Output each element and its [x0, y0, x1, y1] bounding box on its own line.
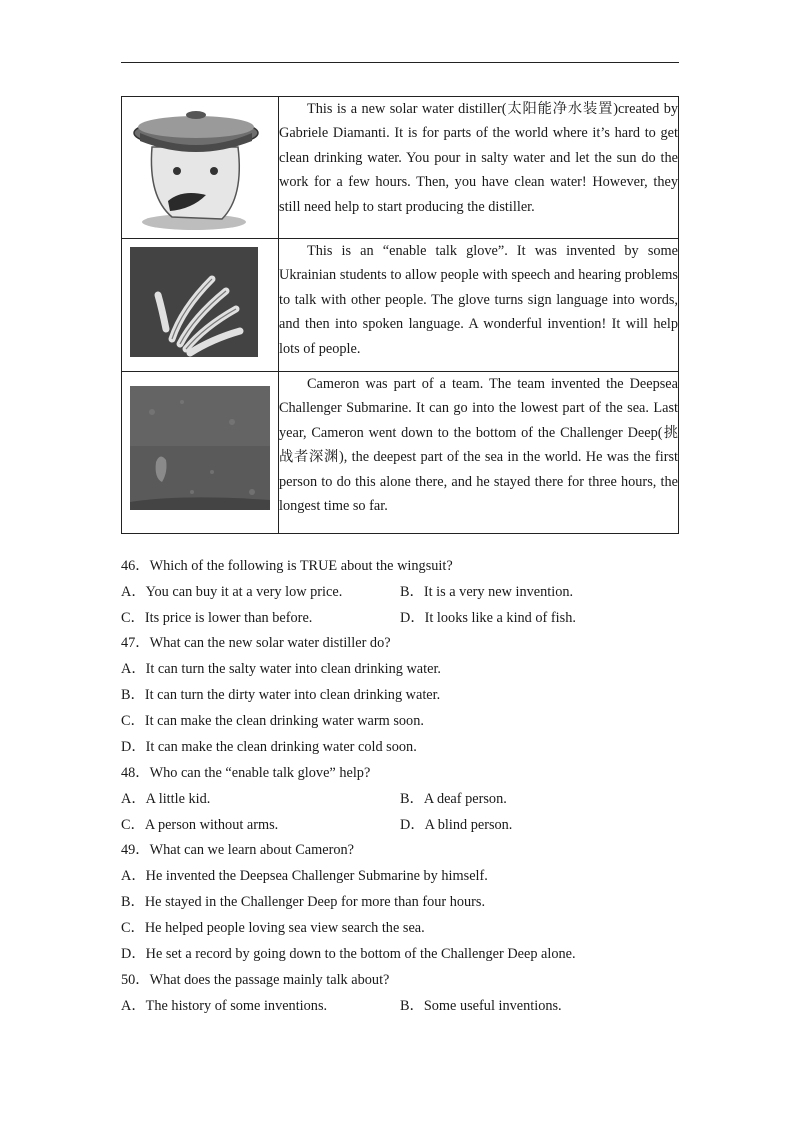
deepsea-photo	[122, 372, 278, 533]
option-a[interactable]: A．You can buy it at a very low price.	[121, 584, 343, 600]
option-a[interactable]: A．A little kid.	[121, 791, 211, 807]
option-d[interactable]: D．He set a record by going down to the bottom of the Challenger Deep alone.	[121, 946, 576, 962]
glove-photo	[122, 239, 278, 371]
passage-cell	[279, 239, 679, 372]
table-row	[122, 97, 679, 239]
passage-2-text: This is an “enable talk glove”. It was invented by some Ukrainian students to allow people with speech and hearing problems to talk with other people. The glove turns sign language into words, and then into spoken language. A wonderful invention! It will help lots of people.	[279, 243, 678, 357]
option-d[interactable]: D．A blind person.	[400, 817, 513, 833]
question-stem: 49．What can we learn about Cameron?	[121, 842, 355, 858]
question-stem: 47．What can the new solar water distiller do?	[121, 635, 391, 651]
option-c[interactable]: C．Its price is lower than before.	[121, 610, 313, 626]
option-c[interactable]: C．It can make the clean drinking water warm soon.	[121, 713, 424, 729]
passage-3-text: Cameron was part of a team. The team invented the Deepsea Challenger Submarine. It can go into the lowest part of the sea. Last year, Cameron went down to the bottom of the Challenger Deep(挑战者深渊), the deepest part of the sea in the world. He was the first person to do this alone there, and he stayed there for three hours, the longest time so far.	[279, 376, 678, 515]
option-a[interactable]: A．It can turn the salty water into clean drinking water.	[121, 661, 441, 677]
option-a[interactable]: A．He invented the Deepsea Challenger Submarine by himself.	[121, 868, 488, 884]
option-b[interactable]: B．A deaf person.	[400, 791, 507, 807]
option-d[interactable]: D．It can make the clean drinking water cold soon.	[121, 739, 417, 755]
passage-cell	[279, 372, 679, 534]
inventions-table	[121, 96, 679, 534]
image-cell	[122, 239, 279, 372]
question-stem: 50．What does the passage mainly talk about?	[121, 972, 390, 988]
option-c[interactable]: C．He helped people loving sea view search the sea.	[121, 920, 425, 936]
option-a[interactable]: A．The history of some inventions.	[121, 998, 328, 1014]
option-b[interactable]: B．It can turn the dirty water into clean drinking water.	[121, 687, 441, 703]
table-row	[122, 239, 679, 372]
solar-water-distiller-photo	[122, 97, 278, 238]
option-b[interactable]: B．He stayed in the Challenger Deep for more than four hours.	[121, 894, 486, 910]
option-b[interactable]: B．Some useful inventions.	[400, 998, 562, 1014]
image-cell	[122, 97, 279, 239]
passage-1-text: This is a new solar water distiller(太阳能净水装置)created by Gabriele Diamanti. It is for parts of the world where it’s hard to get clean drinking water. You pour in salty water and let the sun do the work for a few hours. Then, you have clean water! However, they still need help to start producing the distiller.	[279, 101, 678, 215]
option-c[interactable]: C．A person without arms.	[121, 817, 279, 833]
option-b[interactable]: B．It is a very new invention.	[400, 584, 574, 600]
header-rule	[121, 62, 679, 63]
question-stem: 46．Which of the following is TRUE about the wingsuit?	[121, 558, 453, 574]
question-stem: 48．Who can the “enable talk glove” help?	[121, 765, 371, 781]
image-cell	[122, 372, 279, 534]
passage-cell	[279, 97, 679, 239]
table-row	[122, 372, 679, 534]
option-d[interactable]: D．It looks like a kind of fish.	[400, 610, 576, 626]
